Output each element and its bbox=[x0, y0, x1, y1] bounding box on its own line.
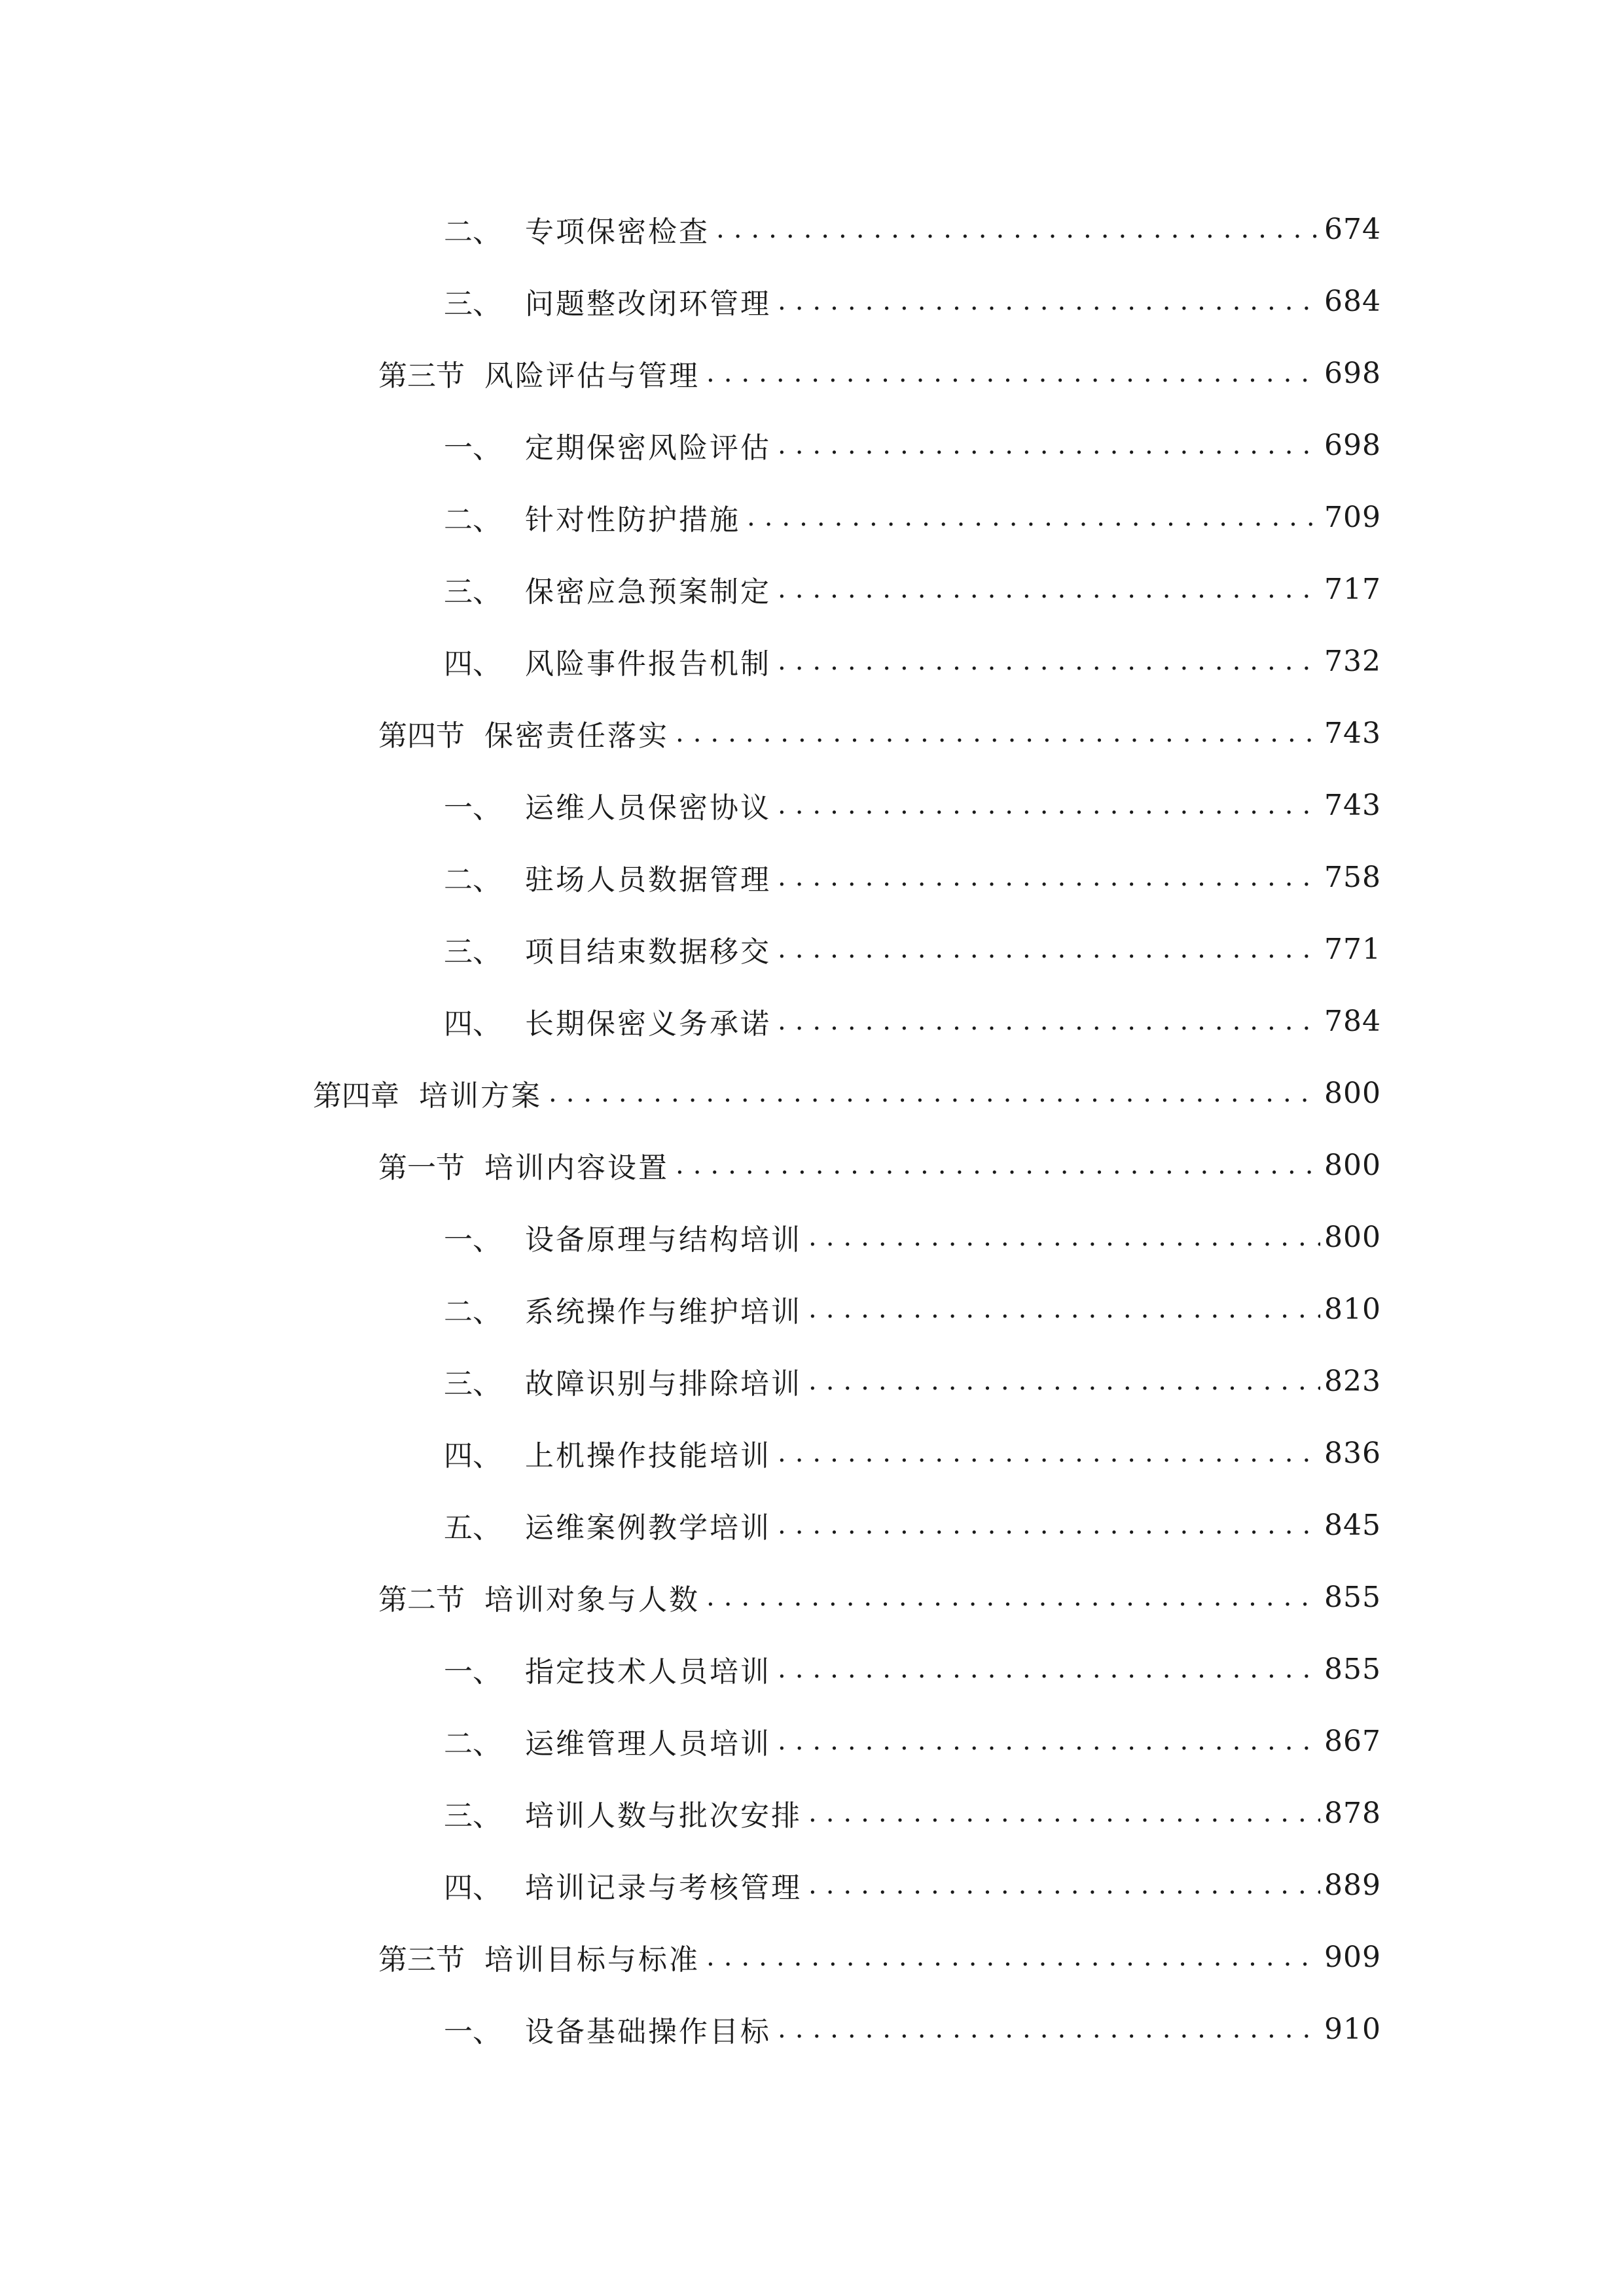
toc-dot-leader bbox=[808, 1366, 1320, 1396]
toc-dot-leader bbox=[808, 1222, 1320, 1252]
toc-entry-title: 风险评估与管理 bbox=[484, 359, 700, 393]
toc-entry[interactable] bbox=[444, 841, 1381, 913]
toc-entry-number: 二、 bbox=[444, 503, 501, 537]
toc-entry-page-number: 845 bbox=[1324, 1508, 1381, 1542]
toc-dot-leader bbox=[747, 502, 1320, 532]
toc-entry-page-number: 758 bbox=[1324, 860, 1381, 894]
toc-entry[interactable] bbox=[444, 913, 1381, 985]
toc-entry[interactable] bbox=[444, 409, 1381, 481]
toc-entry-number: 四、 bbox=[444, 1871, 501, 1905]
toc-entry-title: 针对性防护措施 bbox=[525, 503, 740, 537]
toc-entry-page-number: 709 bbox=[1324, 500, 1381, 534]
toc-dot-leader bbox=[706, 1582, 1320, 1612]
toc-section-entry[interactable] bbox=[378, 1129, 1381, 1201]
toc-entry-number: 二、 bbox=[444, 1295, 501, 1329]
toc-entry[interactable] bbox=[444, 1201, 1381, 1273]
toc-entry-page-number: 771 bbox=[1324, 932, 1381, 966]
toc-entry-page-number: 878 bbox=[1324, 1796, 1381, 1830]
toc-entry[interactable] bbox=[444, 1417, 1381, 1489]
toc-entry-number: 五、 bbox=[444, 1511, 501, 1545]
toc-entry[interactable] bbox=[444, 1993, 1381, 2065]
toc-entry-page-number: 684 bbox=[1324, 284, 1381, 318]
toc-dot-leader bbox=[778, 574, 1320, 604]
toc-entry-title: 培训内容设置 bbox=[484, 1151, 669, 1185]
toc-entry-page-number: 836 bbox=[1324, 1436, 1381, 1470]
toc-entry-number: 第三节 bbox=[378, 1943, 465, 1977]
toc-chapter-entry[interactable] bbox=[313, 1057, 1381, 1129]
toc-entry-page-number: 743 bbox=[1324, 716, 1381, 750]
toc-entry-number: 一、 bbox=[444, 1223, 501, 1257]
toc-entry-number: 三、 bbox=[444, 287, 501, 321]
toc-entry-number: 四、 bbox=[444, 1007, 501, 1041]
toc-entry-page-number: 698 bbox=[1324, 428, 1381, 462]
toc-entry[interactable] bbox=[444, 481, 1381, 553]
toc-dot-leader bbox=[778, 934, 1320, 964]
toc-entry-number: 二、 bbox=[444, 863, 501, 897]
toc-entry[interactable] bbox=[444, 553, 1381, 625]
toc-entry-title: 指定技术人员培训 bbox=[525, 1655, 771, 1689]
toc-dot-leader bbox=[778, 2014, 1320, 2044]
toc-entry-page-number: 800 bbox=[1324, 1076, 1381, 1110]
toc-entry[interactable] bbox=[444, 1777, 1381, 1849]
toc-entry-title: 定期保密风险评估 bbox=[525, 431, 771, 465]
toc-dot-leader bbox=[778, 1654, 1320, 1684]
toc-entry-title: 问题整改闭环管理 bbox=[525, 287, 771, 321]
toc-section-entry[interactable] bbox=[378, 1561, 1381, 1633]
toc-entry-title: 培训方案 bbox=[419, 1079, 542, 1113]
toc-entry[interactable] bbox=[444, 1345, 1381, 1417]
toc-entry-number: 三、 bbox=[444, 935, 501, 969]
toc-entry-title: 保密应急预案制定 bbox=[525, 575, 771, 609]
toc-entry-title: 培训目标与标准 bbox=[484, 1943, 700, 1977]
toc-entry-title: 风险事件报告机制 bbox=[525, 647, 771, 681]
toc-entry-number: 三、 bbox=[444, 1799, 501, 1833]
toc-dot-leader bbox=[778, 1006, 1320, 1036]
toc-dot-leader bbox=[706, 358, 1320, 388]
toc-entry-title: 上机操作技能培训 bbox=[525, 1439, 771, 1473]
toc-entry-number: 一、 bbox=[444, 791, 501, 825]
toc-dot-leader bbox=[549, 1078, 1320, 1108]
toc-entry[interactable] bbox=[444, 265, 1381, 337]
toc-dot-leader bbox=[778, 430, 1320, 460]
toc-entry-number: 第二节 bbox=[378, 1583, 465, 1617]
toc-entry-title: 运维人员保密协议 bbox=[525, 791, 771, 825]
toc-entry-number: 三、 bbox=[444, 575, 501, 609]
toc-entry-page-number: 800 bbox=[1324, 1220, 1381, 1254]
toc-entry-title: 设备基础操作目标 bbox=[525, 2015, 771, 2049]
toc-entry-page-number: 855 bbox=[1324, 1652, 1381, 1686]
toc-entry-page-number: 698 bbox=[1324, 356, 1381, 390]
toc-section-entry[interactable] bbox=[378, 1921, 1381, 1993]
toc-entry-page-number: 889 bbox=[1324, 1868, 1381, 1902]
toc-entry-number: 一、 bbox=[444, 2015, 501, 2049]
toc-entry-title: 运维管理人员培训 bbox=[525, 1727, 771, 1761]
toc-entry-title: 培训记录与考核管理 bbox=[525, 1871, 802, 1905]
toc-entry-page-number: 732 bbox=[1324, 644, 1381, 678]
toc-entry-number: 三、 bbox=[444, 1367, 501, 1401]
toc-dot-leader bbox=[676, 1150, 1320, 1180]
toc-entry[interactable] bbox=[444, 985, 1381, 1057]
toc-entry-number: 第四章 bbox=[313, 1079, 399, 1113]
toc-section-entry[interactable] bbox=[378, 337, 1381, 409]
toc-entry-number: 二、 bbox=[444, 215, 501, 249]
toc-dot-leader bbox=[706, 1942, 1320, 1972]
toc-entry-title: 系统操作与维护培训 bbox=[525, 1295, 802, 1329]
toc-section-entry[interactable] bbox=[378, 697, 1381, 769]
toc-entry[interactable] bbox=[444, 625, 1381, 697]
toc-entry[interactable] bbox=[444, 1849, 1381, 1921]
toc-entry-page-number: 910 bbox=[1324, 2012, 1381, 2046]
toc-dot-leader bbox=[808, 1870, 1320, 1900]
toc-entry-number: 四、 bbox=[444, 647, 501, 681]
toc-entry-page-number: 743 bbox=[1324, 788, 1381, 822]
toc-entry-title: 驻场人员数据管理 bbox=[525, 863, 771, 897]
toc-dot-leader bbox=[778, 862, 1320, 892]
toc-entry-page-number: 909 bbox=[1324, 1940, 1381, 1974]
toc-entry-title: 故障识别与排除培训 bbox=[525, 1367, 802, 1401]
toc-entry[interactable] bbox=[444, 769, 1381, 841]
toc-dot-leader bbox=[716, 214, 1320, 244]
toc-entry[interactable] bbox=[444, 1705, 1381, 1777]
toc-entry-title: 运维案例教学培训 bbox=[525, 1511, 771, 1545]
toc-entry-number: 一、 bbox=[444, 431, 501, 465]
toc-entry-page-number: 867 bbox=[1324, 1724, 1381, 1758]
toc-entry-number: 二、 bbox=[444, 1727, 501, 1761]
toc-entry-page-number: 823 bbox=[1324, 1364, 1381, 1398]
toc-entry-number: 第一节 bbox=[378, 1151, 465, 1185]
toc-entry-number: 一、 bbox=[444, 1655, 501, 1689]
toc-entry-number: 四、 bbox=[444, 1439, 501, 1473]
toc-dot-leader bbox=[778, 790, 1320, 820]
toc-entry-title: 培训人数与批次安排 bbox=[525, 1799, 802, 1833]
toc-entry-page-number: 784 bbox=[1324, 1004, 1381, 1038]
toc-dot-leader bbox=[676, 718, 1320, 748]
toc-entry-page-number: 810 bbox=[1324, 1292, 1381, 1326]
toc-dot-leader bbox=[778, 286, 1320, 316]
toc-entry-title: 设备原理与结构培训 bbox=[525, 1223, 802, 1257]
toc-dot-leader bbox=[778, 646, 1320, 676]
toc-entry[interactable] bbox=[444, 1633, 1381, 1705]
toc-dot-leader bbox=[778, 1438, 1320, 1468]
toc-dot-leader bbox=[808, 1294, 1320, 1324]
toc-entry-title: 专项保密检查 bbox=[525, 215, 710, 249]
toc-entry-title: 长期保密义务承诺 bbox=[525, 1007, 771, 1041]
toc-entry-title: 培训对象与人数 bbox=[484, 1583, 700, 1617]
toc-entry[interactable] bbox=[444, 1273, 1381, 1345]
toc-entry[interactable] bbox=[444, 1489, 1381, 1561]
toc-dot-leader bbox=[808, 1798, 1320, 1828]
toc-dot-leader bbox=[778, 1726, 1320, 1756]
toc-entry-number: 第四节 bbox=[378, 719, 465, 753]
toc-dot-leader bbox=[778, 1510, 1320, 1540]
toc-entry[interactable] bbox=[444, 193, 1381, 265]
toc-entry-title: 保密责任落实 bbox=[484, 719, 669, 753]
toc-entry-title: 项目结束数据移交 bbox=[525, 935, 771, 969]
toc-entry-page-number: 717 bbox=[1324, 572, 1381, 606]
toc-entry-page-number: 855 bbox=[1324, 1580, 1381, 1614]
toc-entry-page-number: 674 bbox=[1324, 212, 1381, 246]
toc-entry-number: 第三节 bbox=[378, 359, 465, 393]
toc-entry-page-number: 800 bbox=[1324, 1148, 1381, 1182]
